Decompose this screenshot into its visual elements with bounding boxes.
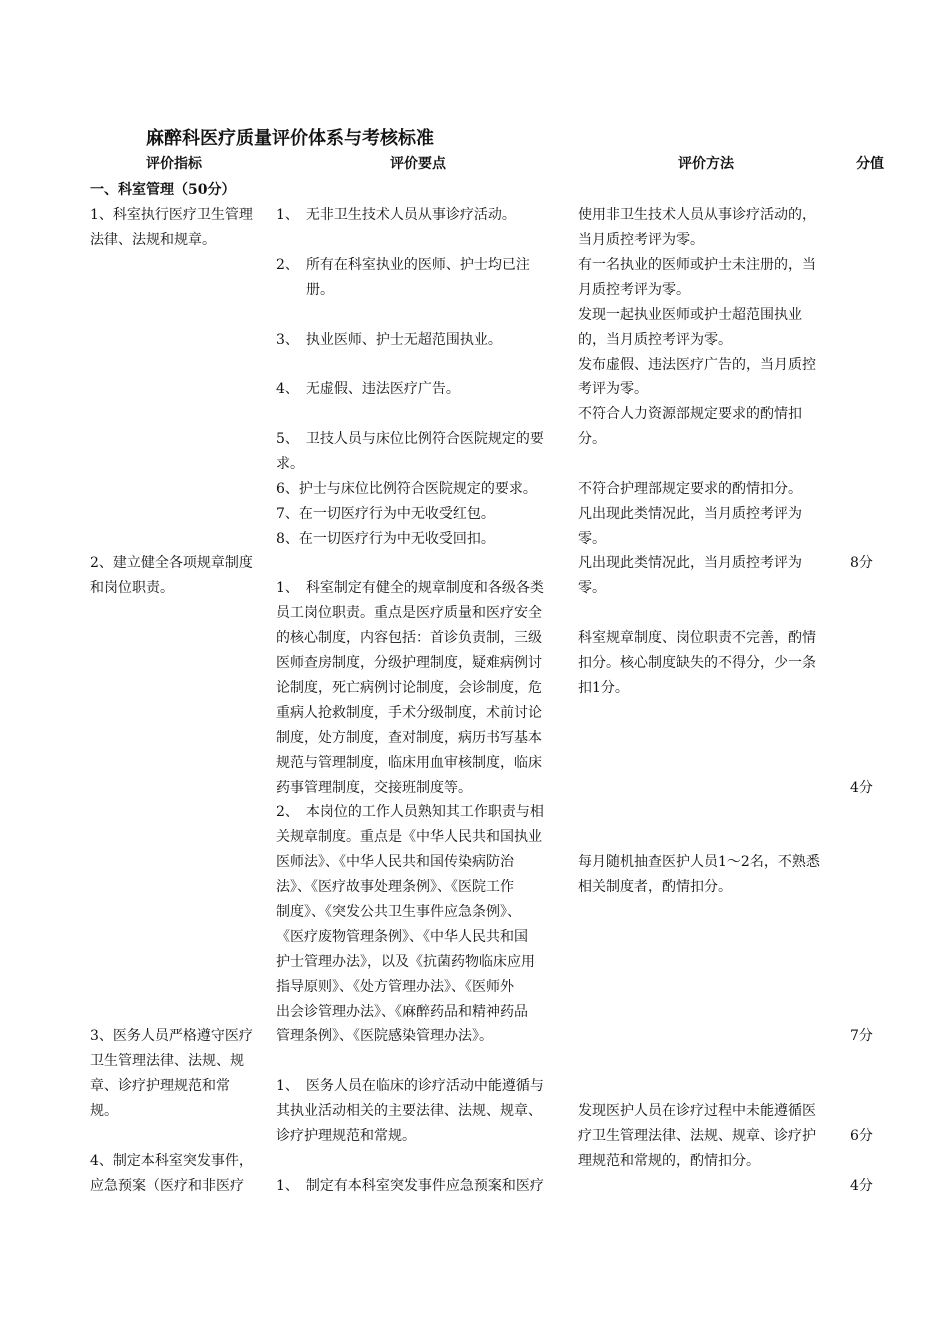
- point-1-2: 2、 所有在科室执业的医师、护士均已注: [276, 257, 530, 273]
- point-2-1-line: 规范与管理制度，临床用血审核制度，临床: [276, 755, 542, 771]
- method-7-line: 零。: [578, 531, 606, 547]
- point-1-1: 1、 无非卫生技术人员从事诊疗活动。: [276, 207, 516, 223]
- point-1-5: 5、 卫技人员与床位比例符合医院规定的要: [276, 431, 544, 447]
- indicator-1-line: 1、科室执行医疗卫生管理: [90, 207, 253, 223]
- header-method: 评价方法: [678, 156, 734, 172]
- point-2-1-line: 1、 科室制定有健全的规章制度和各级各类: [276, 580, 544, 596]
- method-2-line: 月质控考评为零。: [578, 282, 690, 298]
- point-2-2-line: 护士管理办法》，以及《抗菌药物临床应用: [276, 954, 535, 970]
- point-1-7: 7、在一切医疗行为中无收受红包。: [276, 506, 495, 522]
- point-2-1-line: 员工岗位职责。重点是医疗质量和医疗安全: [276, 605, 542, 621]
- header-score: 分值: [856, 156, 884, 172]
- score-value: 8分: [850, 555, 873, 571]
- point-2-2-line: 2、 本岗位的工作人员熟知其工作职责与相: [276, 804, 544, 820]
- indicator-2-line: 和岗位职责。: [90, 580, 174, 596]
- method-1-line: 当月质控考评为零。: [578, 232, 704, 248]
- point-4-1: 1、 制定有本科室突发事件应急预案和医疗: [276, 1178, 544, 1194]
- document-title: 麻醉科医疗质量评价体系与考核标准: [146, 128, 434, 149]
- method-4-line: 考评为零。: [578, 381, 648, 397]
- method-2-line: 有一名执业的医师或护士未注册的，当: [578, 257, 816, 273]
- method-1-line: 使用非卫生技术人员从事诊疗活动的，: [578, 207, 816, 223]
- score-value: 4分: [850, 780, 873, 796]
- method-11-line: 发现医护人员在诊疗过程中未能遵循医: [578, 1103, 816, 1119]
- point-2-1-line: 论制度，死亡病例讨论制度，会诊制度，危: [276, 680, 542, 696]
- method-4-line: 发布虚假、违法医疗广告的，当月质控: [578, 357, 816, 373]
- point-2-2-line: 关规章制度。重点是《中华人民共和国执业: [276, 829, 542, 845]
- point-2-1-line: 药事管理制度，交接班制度等。: [276, 780, 472, 796]
- method-11-line: 理规范和常规的，酌情扣分。: [578, 1153, 760, 1169]
- point-1-5-cont: 求。: [276, 456, 304, 472]
- score-value: 6分: [850, 1128, 873, 1144]
- indicator-4-line: 4、制定本科室突发事件，: [90, 1153, 253, 1169]
- point-2-1-line: 医师查房制度，分级护理制度，疑难病例讨: [276, 655, 542, 671]
- method-10-line: 相关制度者，酌情扣分。: [578, 879, 732, 895]
- score-value: 7分: [850, 1028, 873, 1044]
- method-9-line: 扣分。核心制度缺失的不得分，少一条: [578, 655, 816, 671]
- point-2-2-line: 法》、《医疗故事处理条例》、《医院工作: [276, 879, 514, 895]
- method-3-line: 发现一起执业医师或护士超范围执业: [578, 307, 802, 323]
- point-2-2-line: 制度》、《突发公共卫生事件应急条例》、: [276, 904, 521, 920]
- point-2-1-line: 制度，处方制度，查对制度，病历书写基本: [276, 730, 542, 746]
- indicator-3-line: 卫生管理法律、法规、规: [90, 1053, 244, 1069]
- indicator-4-line: 应急预案（医疗和非医疗: [90, 1178, 244, 1194]
- point-2-2-line: 管理条例》、《医院感染管理办法》。: [276, 1028, 493, 1044]
- point-2-2-line: 指导原则》、《处方管理办法》、《医师外: [276, 979, 514, 995]
- point-2-2-line: 《医疗废物管理条例》、《中华人民共和国: [276, 929, 528, 945]
- method-6: 不符合护理部规定要求的酌情扣分。: [578, 481, 802, 497]
- header-indicator: 评价指标: [146, 156, 202, 172]
- section-heading: 一、科室管理（50分）: [90, 182, 236, 198]
- method-9-line: 科室规章制度、岗位职责不完善，酌情: [578, 630, 816, 646]
- indicator-3-line: 3、医务人员严格遵守医疗: [90, 1028, 253, 1044]
- header-points: 评价要点: [390, 156, 446, 172]
- method-3-line: 的，当月质控考评为零。: [578, 332, 732, 348]
- point-2-1-line: 的核心制度，内容包括：首诊负责制，三级: [276, 630, 542, 646]
- point-3-1-line: 其执业活动相关的主要法律、法规、规章、: [276, 1103, 542, 1119]
- point-1-6: 6、护士与床位比例符合医院规定的要求。: [276, 481, 537, 497]
- point-1-2-cont: 册。: [306, 282, 334, 298]
- indicator-1-line: 法律、法规和规章。: [90, 232, 216, 248]
- method-8-line: 零。: [578, 580, 606, 596]
- point-1-3: 3、 执业医师、护士无超范围执业。: [276, 332, 502, 348]
- method-5-line: 不符合人力资源部规定要求的酌情扣: [578, 406, 802, 422]
- point-1-8: 8、在一切医疗行为中无收受回扣。: [276, 531, 495, 547]
- point-1-4: 4、 无虚假、违法医疗广告。: [276, 381, 460, 397]
- method-8-line: 凡出现此类情况此，当月质控考评为: [578, 555, 802, 571]
- method-9-line: 扣1分。: [578, 680, 629, 696]
- method-11-line: 疗卫生管理法律、法规、规章、诊疗护: [578, 1128, 816, 1144]
- indicator-3-line: 规。: [90, 1103, 118, 1119]
- score-value: 4分: [850, 1178, 873, 1194]
- point-3-1-line: 1、 医务人员在临床的诊疗活动中能遵循与: [276, 1078, 544, 1094]
- point-2-2-line: 出会诊管理办法》、《麻醉药品和精神药品: [276, 1004, 528, 1020]
- indicator-3-line: 章、诊疗护理规范和常: [90, 1078, 230, 1094]
- method-7-line: 凡出现此类情况此，当月质控考评为: [578, 506, 802, 522]
- method-10-line: 每月随机抽查医护人员1～2名，不熟悉: [578, 854, 820, 870]
- indicator-2-line: 2、建立健全各项规章制度: [90, 555, 253, 571]
- point-3-1-line: 诊疗护理规范和常规。: [276, 1128, 416, 1144]
- point-2-2-line: 医师法》、《中华人民共和国传染病防治: [276, 854, 514, 870]
- method-5-line: 分。: [578, 431, 606, 447]
- point-2-1-line: 重病人抢救制度，手术分级制度，术前讨论: [276, 705, 542, 721]
